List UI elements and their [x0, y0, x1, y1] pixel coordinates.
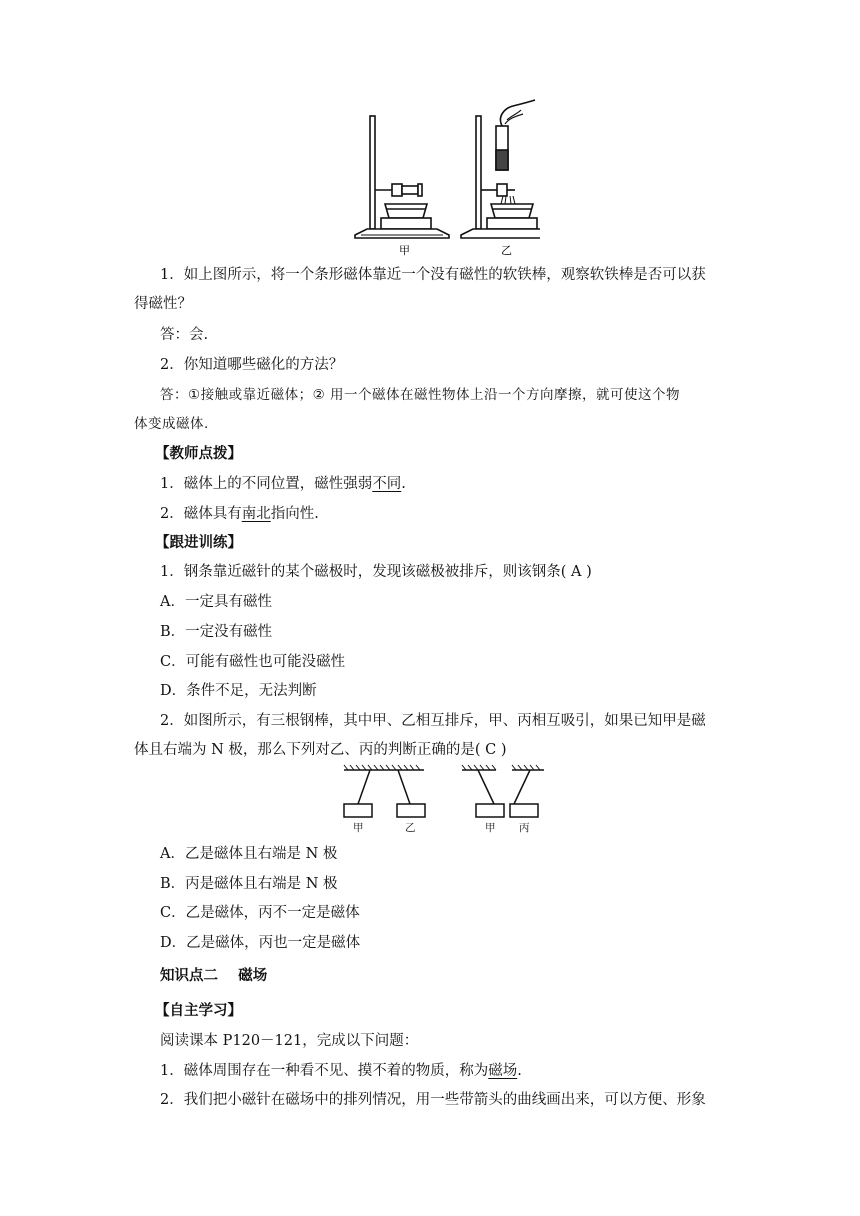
teacher-item-2-post: 指向性. [270, 506, 319, 522]
practice-q2-option-c: C．乙是磁体，丙不一定是磁体 [160, 905, 360, 921]
teacher-item-2-pre: 2．磁体具有 [160, 506, 242, 522]
experiment-figure [345, 98, 540, 260]
bar-bing [510, 804, 538, 817]
answer-2-line2: 体变成磁体. [134, 416, 209, 432]
practice-q2-line1: 2．如图所示，有三根钢棒，其中甲、乙相互排斥，甲、丙相互吸引，如果已知甲是磁 [160, 713, 706, 729]
teacher-item-1-pre: 1．磁体上的不同位置，磁性强弱 [160, 476, 373, 492]
teacher-heading: 【教师点拨】 [155, 445, 242, 462]
reading-instruction: 阅读课本 P120－121，完成以下问题： [160, 1033, 419, 1049]
practice-q1-option-b: B．一定没有磁性 [160, 624, 273, 640]
practice-q1-option-d: D．条件不足，无法判断 [160, 683, 317, 699]
stand-jia [355, 116, 449, 238]
figure-label-yi: 乙 [501, 244, 512, 257]
section-2-item-1-post: . [517, 1063, 522, 1079]
bar-jia-1 [344, 804, 372, 817]
figure-label-jia: 甲 [399, 244, 410, 257]
question-1-cont: 得磁性？ [134, 296, 192, 312]
practice-q1-option-c: C．可能有磁性也可能没磁性 [160, 654, 346, 670]
bar-yi [397, 804, 425, 817]
practice-q2-option-d: D．乙是磁体，丙也一定是磁体 [160, 935, 361, 951]
teacher-item-1 [160, 474, 406, 494]
bar-jia-2 [476, 804, 504, 817]
practice-q1: 1．钢条靠近磁针的某个磁极时，发现该磁极被排斥，则该钢条( A ) [160, 564, 592, 580]
stand-yi [461, 100, 540, 238]
section-2-item-1-pre: 1．磁体周围存在一种看不见、摸不着的物质，称为 [160, 1063, 489, 1079]
section-2-item-2: 2．我们把小磁针在磁场中的排列情况，用一些带箭头的曲线画出来，可以方便、形象 [160, 1092, 706, 1108]
teacher-item-1-answer: 不同 [372, 476, 402, 492]
teacher-item-2 [160, 504, 319, 524]
practice-q2-line2: 体且右端为 N 极，那么下列对乙、丙的判断正确的是( C ) [134, 742, 507, 758]
bar-label-jia-1: 甲 [353, 822, 364, 834]
teacher-item-1-post: . [401, 476, 406, 492]
bar-label-bing: 丙 [519, 822, 530, 834]
practice-heading: 【跟进训练】 [155, 534, 242, 551]
section-2-title: 知识点二 磁场 [160, 967, 268, 984]
bar-label-yi: 乙 [405, 822, 416, 834]
answer-2-line1: 答：①接触或靠近磁体；② 用一个磁体在磁性物体上沿一个方向摩擦，就可使这个物 [160, 387, 680, 403]
steel-bars-figure [340, 764, 545, 836]
section-2-item-1-answer: 磁场 [488, 1063, 518, 1079]
section-2-item-1 [160, 1061, 522, 1081]
practice-q2-option-a: A．乙是磁体且右端是 N 极 [160, 846, 338, 862]
teacher-item-2-answer: 南北 [241, 506, 271, 522]
practice-q2-option-b: B．丙是磁体且右端是 N 极 [160, 876, 338, 892]
bar-label-jia-2: 甲 [485, 822, 496, 834]
question-1: 1．如上图所示，将一个条形磁体靠近一个没有磁性的软铁棒，观察软铁棒是否可以获 [160, 267, 706, 283]
answer-1: 答：会. [160, 327, 209, 343]
practice-q1-option-a: A．一定具有磁性 [160, 594, 272, 610]
question-2: 2．你知道哪些磁化的方法？ [160, 357, 344, 373]
self-study-heading: 【自主学习】 [155, 1002, 242, 1019]
